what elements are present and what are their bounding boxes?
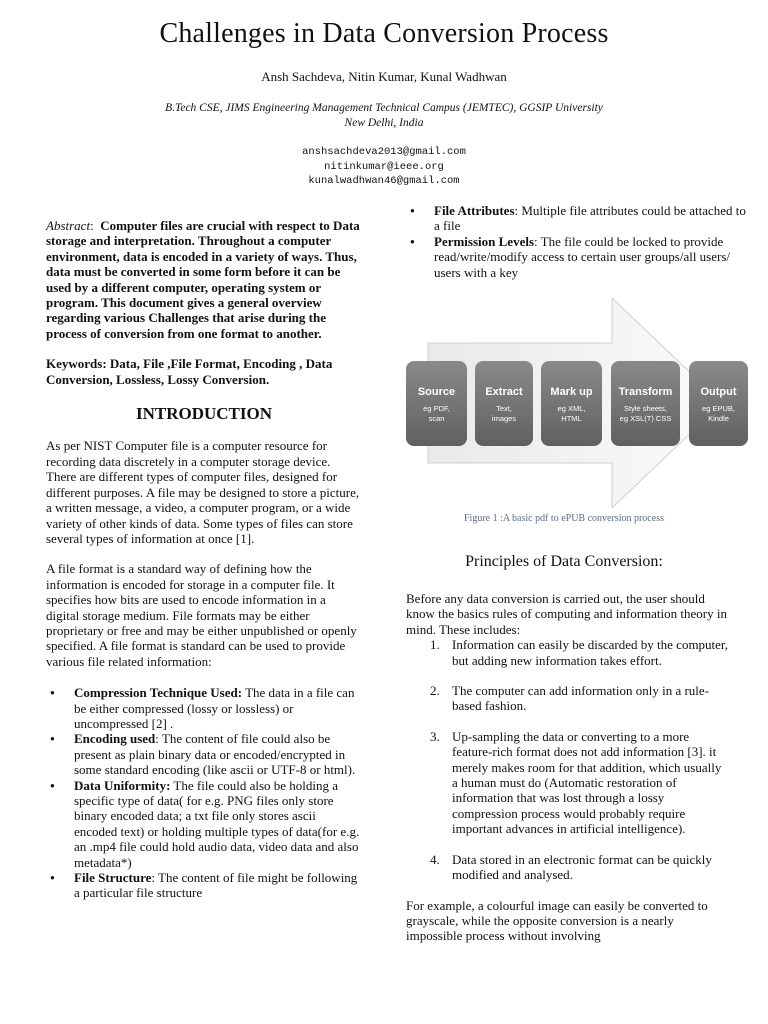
list-item-term: Data Uniformity: [74,777,171,793]
list-item [74,870,362,901]
list-item [430,683,728,714]
list-item-term: Compression Technique Used: [74,685,243,701]
stage-detail: Style sheets, [624,404,667,413]
abstract-text: Computer files are crucial with respect to Data storage and interpretation. Throughout a computer environment, data is encoded in a variety of ways. Thus, data must be converted in some form before it can be used by a different computer, operating system or program. This document gives a general overview regarding various Challenges that arise during the process of conversion from one format to another. [46,218,360,341]
list-item [434,234,754,280]
figure-caption: Figure 1 :A basic pdf to ePUB conversion process [464,513,664,524]
list-item-text: Data stored in an electronic format can be quickly modified and analysed. [452,851,712,883]
conversion-process-diagram [400,298,752,508]
stage-box-markup [541,361,602,446]
stage-title: Transform [618,386,673,398]
paper-title: Challenges in Data Conversion Process [159,18,609,49]
principles-list [406,637,728,882]
keywords: Keywords: Data, File ,File Format, Encoding , Data Conversion, Lossless, Lossy Conversion. [46,356,333,387]
stage-detail: eg EPUB, [702,404,735,413]
stage-detail: images [491,414,517,423]
stage-detail: eg XSL(T) CSS [619,414,672,423]
list-item-text: The file could also be holding a specific type of data( for e.g. PNG files only store binary encoded data; a txt file only stores ascii encoded text) or holding multiple types of data(for e.g. an .mp4 file could hold audio data, video data and also metadata*) [74,777,360,870]
stage-title: Source [417,386,456,398]
list-item-text: : Multiple file attributes could be attached to a file [434,203,746,234]
introduction-heading: INTRODUCTION [135,404,273,424]
file-format-info-list [46,685,362,901]
email-2[interactable]: nitinkumar@ieee.org [324,160,444,173]
list-item-text: : The file could be locked to provide read/write/modify access to certain user groups/all users/ users with a key [434,233,731,280]
stage-box-extract [475,361,533,446]
list-item-text: Information can easily be discarded by the computer, but adding new information takes effort. [452,637,728,668]
list-item [74,778,362,870]
list-item-text: Up-sampling the data or converting to a more feature-rich format does not add information [3]. it merely makes room for that addition, which usually a human must do (Automatic restoration of information that was lost through a lossy compression process would probably require important advances in artificial intelligence). [452,728,722,837]
stage-box-source [406,361,467,446]
list-item [434,203,754,234]
abstract [46,218,362,341]
list-item-text: : The content of file might be following a particular file structure [74,870,358,901]
list-item-number: 1. [430,637,440,653]
principles-intro: Before any data conversion is carried out, the user should know the basics rules of computing and information theory in mind. These includes: [406,591,727,637]
affiliation-line-1: B.Tech CSE, JIMS Engineering Management Technical Campus (JEMTEC), GGSIP University [165,102,603,114]
list-item [430,728,728,837]
principles-heading: Principles of Data Conversion: [465,553,663,570]
abstract-colon: : [90,218,94,233]
list-item-text: The data in a file can be either compressed (lossy or lossless) or uncompressed [2] . [74,685,355,731]
list-item-term: Permission Levels [434,233,535,249]
list-item-term: File Attributes [434,203,515,218]
list-item-number: 2. [430,683,440,699]
list-item [74,731,362,777]
intro-paragraph-2: A file format is a standard way of defining how the information is encoded for storage in a computer file. It specifies how bits are used to encode information in a digital storage medium. File formats may be either proprietary or free and may be either unpublished or openly specified. A file format is standard can be used to provide various file related information: [46,561,357,669]
stage-title: Output [700,386,737,398]
stage-box-transform [611,361,680,446]
abstract-label: Abstract [46,218,91,233]
email-1[interactable]: anshsachdeva2013@gmail.com [302,146,466,158]
left-column [46,218,362,901]
list-item-text: : The content of file could also be present as plain binary data or encoded/encrypted in some standard encoding (like ascii or UTF-8 or html). [74,731,356,778]
email-list [0,145,768,189]
affiliation-line-2: New Delhi, India [344,117,424,129]
affiliation [0,101,768,131]
list-item [430,637,728,668]
stage-title: Extract [485,386,523,398]
example-paragraph: For example, a colourful image can easily be converted to grayscale, while the opposite conversion is a nearly impossible process without involving [406,897,708,944]
stage-detail: scan [428,414,445,423]
list-item [430,851,728,883]
list-item-term: Encoding used [74,731,156,747]
stage-box-output [689,361,748,446]
list-item-term: File Structure [74,870,152,886]
list-item [74,685,362,731]
author-list: Ansh Sachdeva, Nitin Kumar, Kunal Wadhwan [261,69,507,84]
file-format-info-list-continued [408,203,754,280]
stage-detail: eg XML, [557,404,586,413]
stage-detail: Kindle [708,414,729,423]
stage-title: Mark up [550,386,593,398]
intro-paragraph-1: As per NIST Computer file is a computer resource for recording data discretely in a computer storage device. There are different types of computer files, designed for different purposes. A file may be designed to store a picture, a written message, a video, a computer program, or a wide variety of other kinds of data. Some types of files can store several types of information at once [1]. [46,438,360,546]
stage-detail: Text, [496,404,512,413]
list-item-number: 4. [430,851,440,867]
list-item-number: 3. [430,728,440,744]
list-item-text: The computer can add information only in a rule-based fashion. [452,683,710,714]
principles-section [406,591,728,944]
stage-detail: HTML [561,414,582,423]
stage-detail: eg PDF, [423,404,450,413]
email-3[interactable]: kunalwadhwan46@gmail.com [308,175,460,187]
